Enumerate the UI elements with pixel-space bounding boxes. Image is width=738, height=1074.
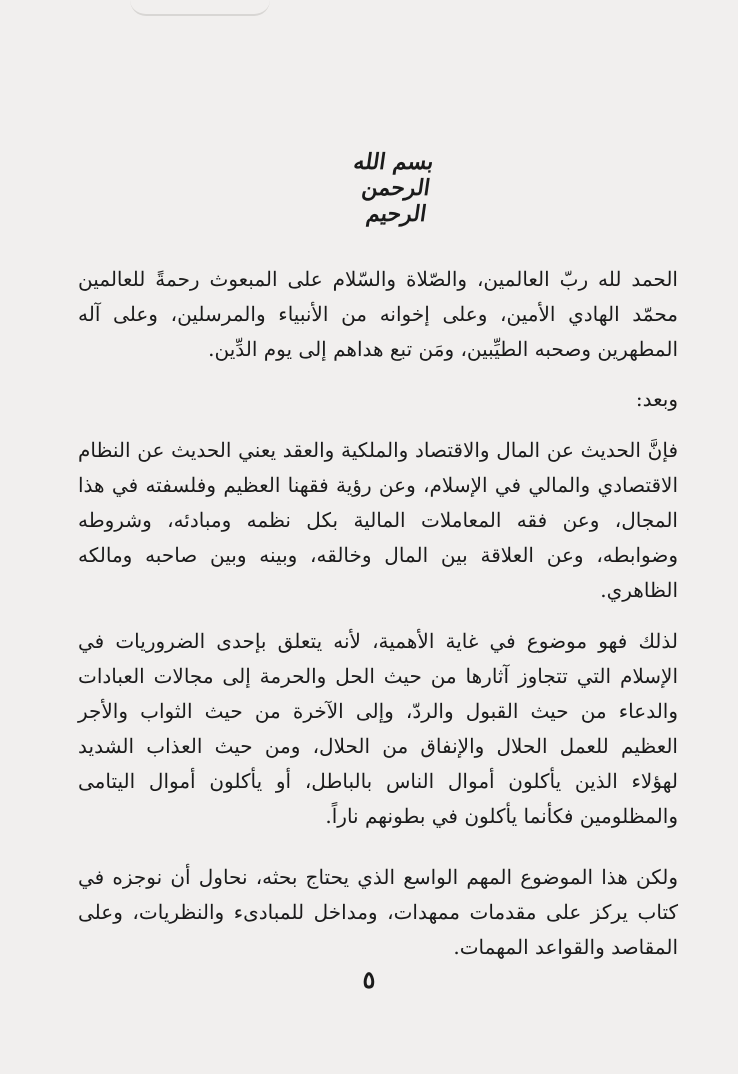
page-number: ٥ — [362, 965, 376, 994]
wabad-heading: وبعد: — [635, 387, 678, 411]
basmala-calligraphy — [296, 149, 436, 227]
body-paragraph-1: فإنَّ الحديث عن المال والاقتصاد والملكية والعقد يعني الحديث عن النظام الاقتصادي والمالي في الإسلام، وعن رؤية فقهنا العظيم وفلسفته في هذا المجال، وعن فقه المعاملات المالية بكل نظمه ومبادئه، وشروطه وضوابطه، وعن العلاقة بين المال وخالقه، وبينه وبين صاحبه ومالكه الظاهري. — [78, 438, 679, 602]
body-paragraph-2: لذلك فهو موضوع في غاية الأهمية، لأنه يتعلق بإحدى الضروريات في الإسلام التي تتجاوز آثارها من حيث الحل والحرمة إلى مجالات العبادات والدعاء من حيث القبول والردّ، وإلى الآخرة من حيث الثواب والأجر العظيم للعمل الحلال والإنفاق من الحلال، ومن حيث العذاب الشديد لهؤلاء الذين يأكلون أموال الناس بالباطل، أو يأكلون أموال اليتامى والمظلومين فكأنما يأكلون في بطونهم ناراً. — [78, 629, 678, 828]
intro-paragraph: الحمد لله ربّ العالمين، والصّلاة والسّلام على المبعوث رحمةً للعالمين محمّد الهادي الأمين، وعلى إخوانه من الأنبياء والمرسلين، وعلى آله المطهرين وصحبه الطيِّبين، ومَن تبع هداهم إلى يوم الدِّين. — [78, 267, 678, 361]
body-paragraph-3: ولكن هذا الموضوع المهم الواسع الذي يحتاج بحثه، نحاول أن نوجزه في كتاب يركز على مقدمات ممهدات، ومداخل للمبادىء والنظريات، وعلى المقاصد والقواعد المهمات. — [78, 865, 678, 959]
basmala-text: بسم الله الرحمن الرحيم — [351, 149, 436, 227]
page-edge-shadow — [130, 0, 270, 16]
